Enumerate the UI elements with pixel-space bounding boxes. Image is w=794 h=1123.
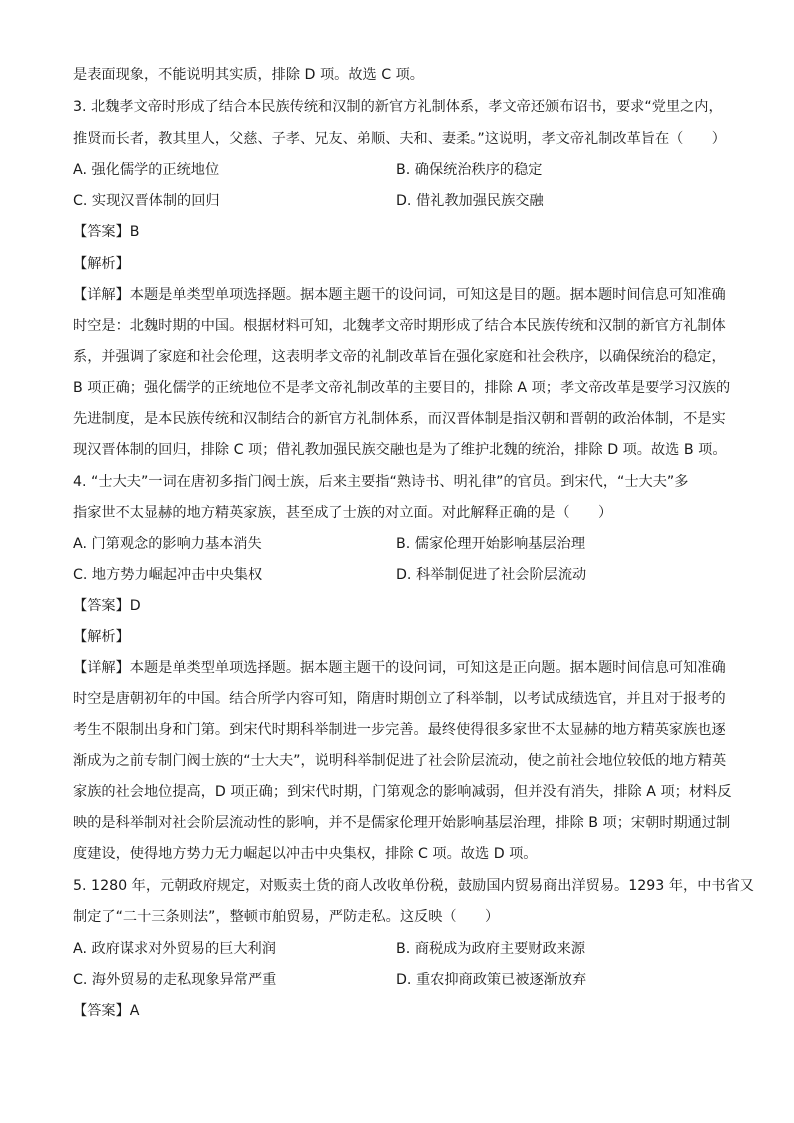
q3-stem-line-2: 推贤而长者，教其里人，父慈、子孝、兄友、弟顺、夫和、妻柔。”这说明，孝文帝礼制改革旨在（ ） [73, 131, 726, 147]
q4-option-b: B. 儒家伦理开始影响基层治理 [396, 536, 586, 552]
q3-stem-line-1: 3. 北魏孝文帝时形成了结合本民族传统和汉制的新官方礼制体系，孝文帝还颁布诏书，要求“党里之内， [73, 99, 723, 115]
q4-option-c: C. 地方势力崛起冲击中央集权 [73, 567, 263, 583]
q3-option-c: C. 实现汉晋体制的回归 [73, 193, 220, 209]
q4-detail-line: 考生不限制出身和门第。到宋代时期科举制进一步完善。最终使得很多家世不太显赫的地方精英家族也逐 [73, 722, 726, 738]
q3-detail-line: 【详解】本题是单类型单项选择题。据本题主题干的设问词，可知这是目的题。据本题时间信息可知准确 [73, 287, 726, 303]
q4-option-a: A. 门第观念的影响力基本消失 [73, 536, 262, 552]
q4-option-d: D. 科举制促进了社会阶层流动 [396, 567, 587, 583]
q4-detail-line: 家族的社会地位提高，D 项正确；到宋代时期，门第观念的影响减弱，但并没有消失，排除 A 项；材料反 [73, 784, 732, 800]
q3-detail-line: 先进制度，是本民族传统和汉制结合的新官方礼制体系，而汉晋体制是指汉朝和晋朝的政治体制，不是实 [73, 411, 726, 427]
q3-analysis-label: 【解析】 [73, 256, 130, 272]
q3-detail-line: 时空是：北魏时期的中国。根据材料可知，北魏孝文帝时期形成了结合本民族传统和汉制的新官方礼制体 [73, 318, 726, 334]
q4-detail-line: 时空是唐朝初年的中国。结合所学内容可知，隋唐时期创立了科举制，以考试成绩选官，并且对于报考的 [73, 691, 726, 707]
q3-option-b: B. 确保统治秩序的稳定 [396, 162, 543, 178]
q5-option-c: C. 海外贸易的走私现象异常严重 [73, 972, 277, 988]
q3-option-d: D. 借礼教加强民族交融 [396, 193, 544, 209]
intro-line: 是表面现象，不能说明其实质，排除 D 项。故选 C 项。 [73, 67, 424, 83]
q5-option-a: A. 政府谋求对外贸易的巨大利润 [73, 941, 276, 957]
q5-stem-line-2: 制定了“二十三条则法”，整顿市舶贸易，严防走私。这反映（ ） [73, 909, 500, 925]
q4-analysis-label: 【解析】 [73, 629, 130, 645]
q5-answer: 【答案】A [73, 1003, 140, 1019]
q3-detail-line: 系，并强调了家庭和社会伦理，这表明孝文帝的礼制改革旨在强化家庭和社会秩序，以确保统治的稳定， [73, 349, 726, 365]
q3-option-a: A. 强化儒学的正统地位 [73, 162, 220, 178]
q4-answer: 【答案】D [73, 598, 141, 614]
q5-option-b: B. 商税成为政府主要财政来源 [396, 941, 586, 957]
q4-detail-line: 度建设，使得地方势力无力崛起以冲击中央集权，排除 C 项。故选 D 项。 [73, 846, 538, 862]
q3-detail-line: 现汉晋体制的回归，排除 C 项；借礼教加强民族交融也是为了维护北魏的统治，排除 D 项。故选 B 项。 [73, 442, 727, 458]
q3-answer: 【答案】B [73, 224, 140, 240]
q3-detail-line: B 项正确；强化儒学的正统地位不是孝文帝礼制改革的主要目的，排除 A 项；孝文帝改革是要学习汉族的 [73, 380, 731, 396]
q4-detail-line: 【详解】本题是单类型单项选择题。据本题主题干的设问词，可知这是正向题。据本题时间信息可知准确 [73, 660, 726, 676]
q4-stem-line-1: 4. “士大夫”一词在唐初多指门阀士族，后来主要指“熟诗书、明礼律”的官员。到宋代，“士大夫”多 [73, 474, 689, 490]
q5-option-d: D. 重农抑商政策已被逐渐放弃 [396, 972, 587, 988]
q4-stem-line-2: 指家世不太显赫的地方精英家族，甚至成了士族的对立面。对此解释正确的是（ ） [73, 505, 613, 521]
q5-stem-line-1: 5. 1280 年，元朝政府规定，对贩卖土货的商人改收单份税，鼓励国内贸易商出洋贸易。1293 年，中书省又 [73, 878, 754, 894]
q4-detail-line: 映的是科举制对社会阶层流动性的影响，并不是儒家伦理开始影响基层治理，排除 B 项；宋朝时期通过制 [73, 815, 731, 831]
q4-detail-line: 渐成为之前专制门阀士族的“士大夫”，说明科举制促进了社会阶层流动，使之前社会地位较低的地方精英 [73, 753, 727, 769]
